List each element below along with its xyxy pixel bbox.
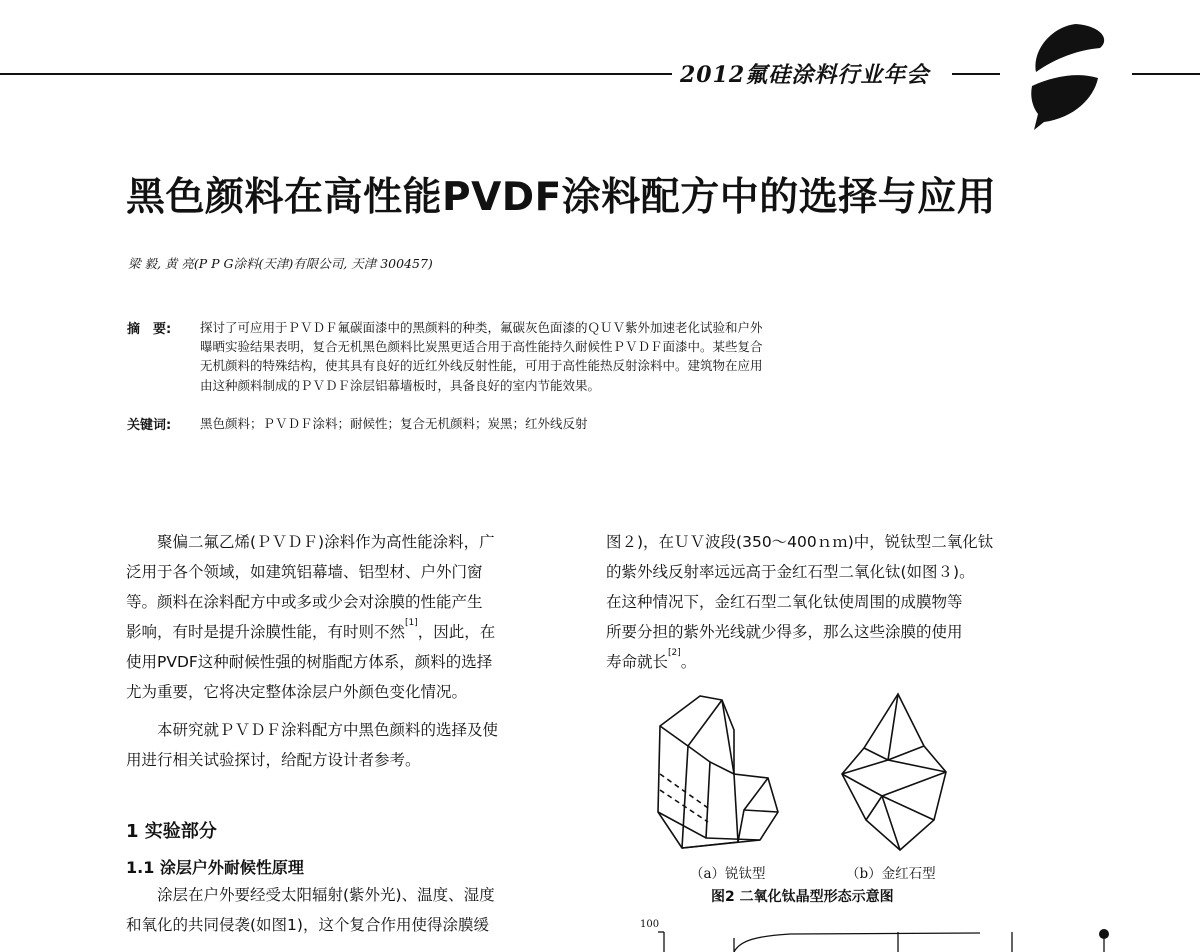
body-line: 等。颜料在涂料配方中或多或少会对涂膜的性能产生 bbox=[126, 593, 483, 611]
abstract-text bbox=[200, 318, 960, 395]
header-rule-left bbox=[0, 73, 672, 75]
section-body bbox=[126, 880, 581, 940]
figure3-y-tick-label: 100 bbox=[640, 919, 660, 930]
subsection-heading: 1.1 涂层户外耐候性原理 bbox=[126, 858, 304, 877]
body-line: 图２)，在ＵＶ波段(350～400ｎｍ)中，锐钛型二氧化钛 bbox=[606, 533, 994, 551]
body-line: 尤为重要，它将决定整体涂层户外颜色变化情况。 bbox=[126, 683, 468, 701]
citation-ref[interactable]: [1] bbox=[405, 618, 418, 628]
article-title: 黑色颜料在高性能PVDF涂料配方中的选择与应用 bbox=[126, 175, 997, 220]
abstract-line: 由这种颜料制成的ＰＶＤＦ涂层铝幕墙板时，具备良好的室内节能效果。 bbox=[200, 377, 601, 393]
body-line-text: 寿命就长 bbox=[606, 653, 669, 671]
body-line: 用进行相关试验探讨，给配方设计者参考。 bbox=[126, 751, 421, 769]
anatase-crystal-drawing bbox=[658, 696, 778, 848]
abstract-line: 无机颜料的特殊结构，使其具有良好的近红外线反射性能，可用于高性能热反射涂料中。建筑物在应用 bbox=[200, 358, 763, 374]
body-line: 涂层在户外要经受太阳辐射(紫外光)、温度、湿度 bbox=[157, 886, 495, 904]
abstract-label: 摘 要: bbox=[127, 322, 172, 337]
body-line-tail: 。 bbox=[680, 653, 697, 671]
body-line: 本研究就ＰＶＤＦ涂料配方中黑色颜料的选择及使 bbox=[157, 721, 499, 739]
body-line: 使用PVDF这种耐候性强的树脂配方体系，颜料的选择 bbox=[126, 653, 493, 671]
figure3-chart-top bbox=[640, 928, 1120, 952]
body-line: 的紫外线反射率远远高于金红石型二氧化钛(如图３)。 bbox=[606, 563, 975, 581]
body-line: 泛用于各个领域，如建筑铝幕墙、铝型材、户外门窗 bbox=[126, 563, 483, 581]
authors-affiliation: 梁 毅, 黄 亮(P P G涂料(天津)有限公司, 天津 300457) bbox=[128, 256, 433, 271]
abstract-line: 探讨了可应用于ＰＶＤＦ氟碳面漆中的黑颜料的种类，氟碳灰色面漆的ＱＵＶ紫外加速老化试验和户外 bbox=[200, 320, 763, 335]
rutile-crystal-drawing bbox=[842, 694, 946, 850]
body-line: 聚偏二氟乙烯(ＰＶＤＦ)涂料作为高性能涂料，广 bbox=[157, 533, 495, 551]
citation-ref[interactable]: [2] bbox=[668, 648, 681, 658]
body-line-text: 影响，有时是提升涂膜性能，有时则不然 bbox=[126, 623, 406, 641]
figure2-subcaption-a: （a）锐钛型 bbox=[690, 866, 766, 882]
body-line: 和氧化的共同侵袭(如图1)，这个复合作用使得涂膜缓 bbox=[126, 916, 489, 934]
conference-logo-icon bbox=[1010, 14, 1120, 134]
figure3-series-curve bbox=[734, 933, 980, 952]
keywords-text: 黑色颜料；ＰＶＤＦ涂料；耐候性；复合无机颜料；炭黑；红外线反射 bbox=[200, 416, 588, 431]
body-line: 在这种情况下，金红石型二氧化钛使周围的成膜物等 bbox=[606, 593, 963, 611]
left-column bbox=[126, 527, 581, 775]
keywords-label: 关键词: bbox=[127, 418, 172, 433]
header-rule-mid bbox=[952, 73, 1000, 75]
header-rule-right bbox=[1132, 73, 1200, 75]
body-line-tail: ，因此，在 bbox=[417, 623, 496, 641]
figure2-crystal-diagrams bbox=[648, 690, 988, 855]
figure2-caption: 图2 二氧化钛晶型形态示意图 bbox=[711, 889, 894, 905]
body-line: 所要分担的紫外光线就少得多，那么这些涂膜的使用 bbox=[606, 623, 963, 641]
figure2-subcaption-b: （b）金红石型 bbox=[846, 866, 936, 882]
body-line-with-ref bbox=[606, 647, 1066, 677]
section-heading: 1 实验部分 bbox=[126, 821, 217, 842]
body-line-with-ref bbox=[126, 617, 581, 647]
abstract-line: 曝晒实验结果表明，复合无机黑色颜料比炭黑更适合用于高性能持久耐候性ＰＶＤＦ面漆中。某些复合 bbox=[200, 339, 763, 355]
right-column bbox=[606, 527, 1066, 677]
conference-title: 2012氟硅涂料行业年会 bbox=[680, 62, 930, 88]
